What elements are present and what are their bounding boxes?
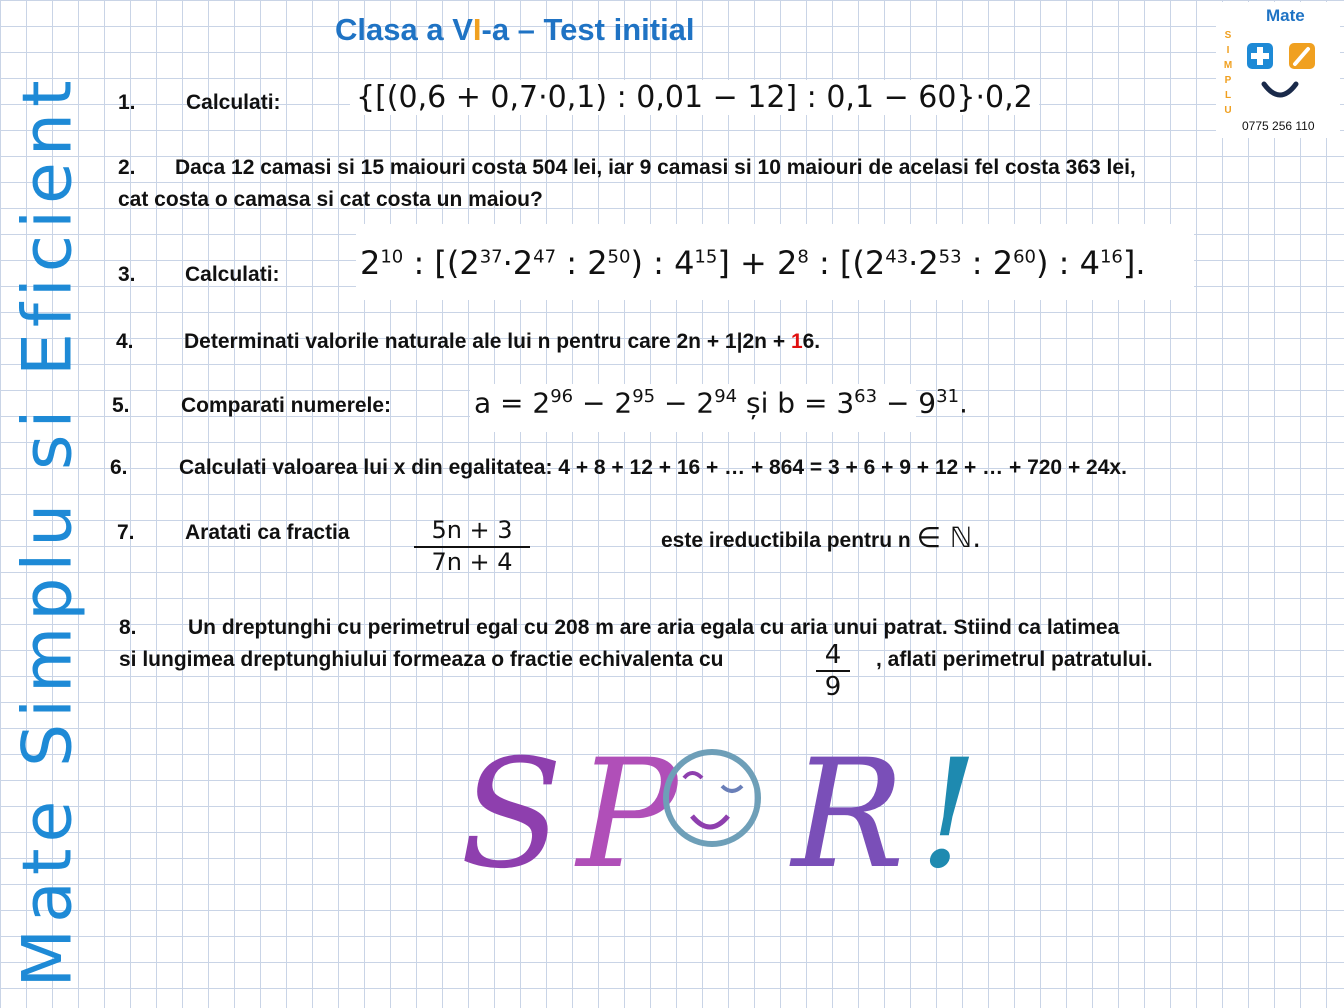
question-4: 4. Determinati valorile naturale ale lui n pentru care 2n + 1|2n + 16. [116, 330, 821, 353]
logo-icons [1244, 40, 1334, 110]
side-title: Mate Simplu si Eficient [8, 74, 88, 988]
question-8-line-1: 8. Un dreptunghi cu perimetrul egal cu 208 m are aria egala cu aria unui patrat. Stiind ca latimea [119, 616, 1120, 639]
logo-phone: 0775 256 110 [1242, 119, 1315, 133]
fraction-5n3-7n4: 5n + 3 7n + 4 [410, 516, 534, 576]
logo-brand: Mate [1266, 6, 1305, 25]
question-5: 5. Comparati numerele: [112, 394, 392, 417]
question-8-line-2-end: , aflati perimetrul patratului. [876, 648, 1153, 671]
question-7-end: este ireductibila pentru n ∈ ℕ. [661, 521, 982, 554]
question-3-expression: $2^{10}$ : [($2^{37}\cdot 2^{47}$ : $2^{50}$) : $4^{15}] + 2^8$ : [($2^{43}\cdot 2^{53}$ : $2^{60}$) : $4^{16}$]. [356, 224, 1194, 300]
question-3: 3. Calculati: [118, 263, 280, 286]
fraction-4-9: 4 9 [810, 640, 856, 702]
page-title: Clasa a VI-a – Test initial [335, 12, 695, 47]
brand-logo [1216, 2, 1340, 138]
question-1-expression: {[(0,6 + 0,7·0,1) : 0,01 − 12] : 0,1 − 60}·0,2 [350, 80, 1039, 115]
logo-vertical-letters: S I M P L U [1223, 30, 1233, 116]
closing-spor: SP R! [460, 728, 993, 902]
question-7: 7. Aratati ca fractia [117, 521, 350, 544]
smile-icon [1264, 84, 1296, 95]
question-2-line-2: cat costa o camasa si cat costa un maiou? [118, 188, 543, 211]
smiley-face-icon [662, 738, 772, 858]
question-1: 1. Calculati: [118, 91, 281, 114]
question-5-expression: $a = 2^{96} - 2^{95} - 2^{94}$ și $b = 3^{63} - 9^{31}$. [470, 384, 916, 432]
question-2-line-1: 2. Daca 12 camasi si 15 maiouri costa 504 lei, iar 9 camasi si 10 maiouri de acelasi fel costa 363 lei, [118, 156, 1136, 179]
question-6: 6. Calculati valoarea lui x din egalitatea: 4 + 8 + 12 + 16 + … + 864 = 3 + 6 + 9 + 12 + … + 720 + 24x. [110, 456, 1127, 479]
question-8-line-2: si lungimea dreptunghiului formeaza o fractie echivalenta cu [119, 648, 724, 671]
